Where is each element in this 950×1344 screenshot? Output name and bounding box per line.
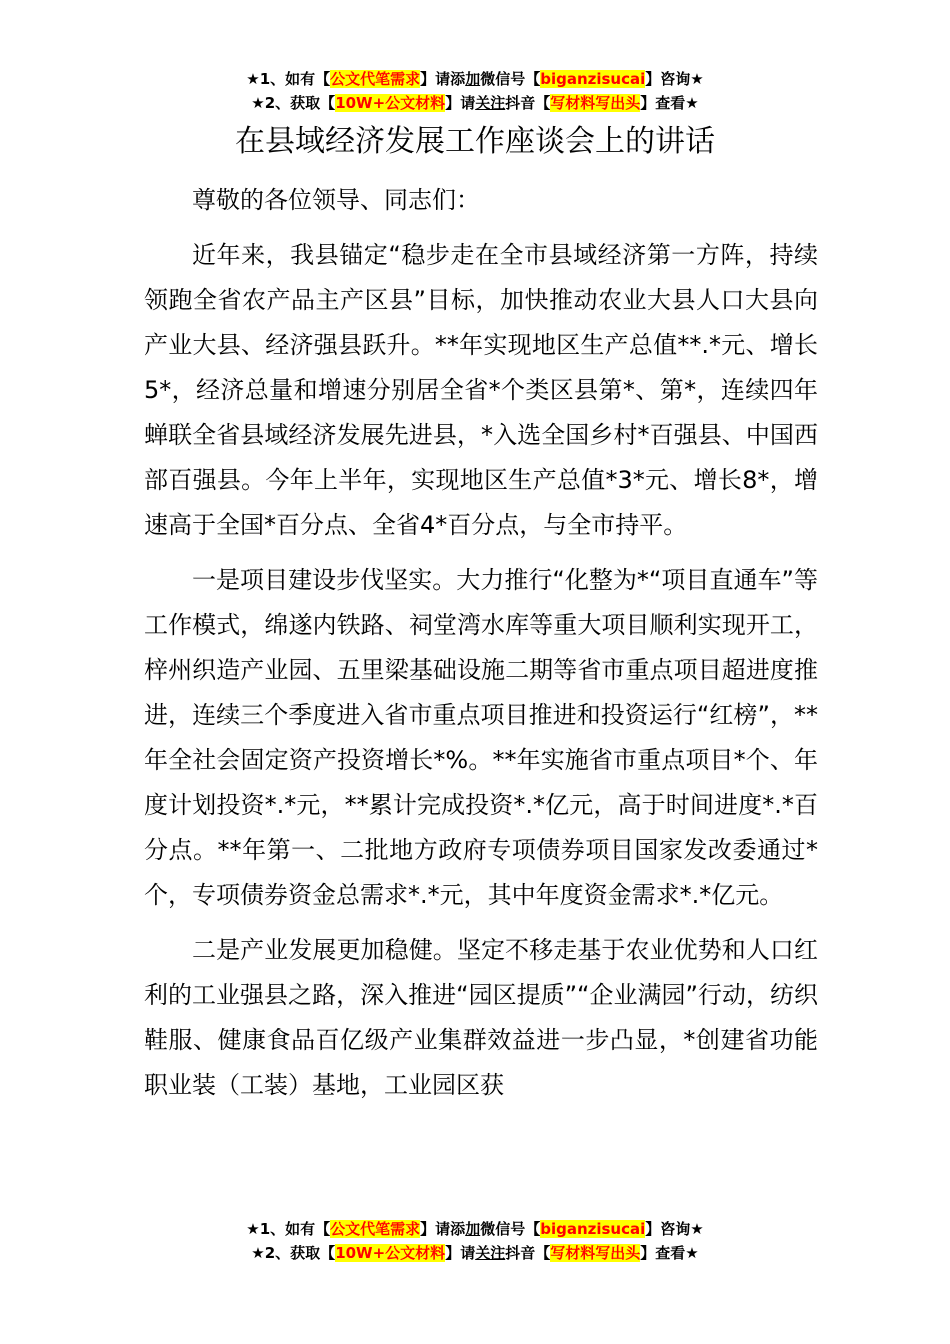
banner-text: ★2、获取【 (251, 1244, 336, 1262)
banner-highlight: biganzisucai (540, 70, 646, 88)
banner-highlight: 10W+公文材料 (335, 94, 446, 112)
document-body (144, 178, 818, 1118)
bottom-banner (0, 1217, 950, 1265)
banner-text: 】咨询★ (645, 1220, 704, 1238)
banner-text: 】请添 (420, 1220, 466, 1238)
banner-underlined-text: 关注 (475, 94, 506, 112)
paragraph-projects: 一是项目建设步伐坚实。大力推行“化整为*“项目直通车”等工作模式，绵遂内铁路、祠堂湾水库等重大项目顺利实现开工，梓州织造产业园、五里梁基础设施二期等省市重点项目超进度推进，连续三个季度进入省市重点项目推进和投资运行“红榜”，**年全社会固定资产投资增长*%。**年实施省市重点项目*个、年度计划投资*.*元，**累计完成投资*.*亿元，高于时间进度*.*百分点。**年第一、二批地方政府专项债券项目国家发改委通过*个，专项债券资金总需求*.*元，其中年度资金需求*.*亿元。 (144, 566, 818, 909)
banner-line-1 (0, 67, 950, 91)
banner-text: 】查看★ (640, 1244, 699, 1262)
banner-text: ★2、获取【 (251, 94, 336, 112)
paragraph-intro: 近年来，我县锚定“稳步走在全市县域经济第一方阵，持续领跑全省农产品主产区县”目标，加快推动农业大县人口大县向产业大县、经济强县跃升。**年实现地区生产总值**.*元、增长5*，经济总量和增速分别居全省*个类区县第*、第*，连续四年蝉联全省县域经济发展先进县，*入选全国乡村*百强县、中国西部百强县。今年上半年，实现地区生产总值*3*元、增长8*，增速高于全国*百分点、全省4*百分点，与全市持平。 (144, 241, 818, 539)
banner-line-2 (0, 1241, 950, 1265)
banner-highlight: 10W+公文材料 (335, 1244, 446, 1262)
salutation: 尊敬的各位领导、同志们： (192, 186, 480, 214)
banner-text: 抖音【 (505, 94, 551, 112)
banner-text: 微信号【 (480, 1220, 541, 1238)
banner-text: 】查看★ (640, 94, 699, 112)
document-title: 在县域经济发展工作座谈会上的讲话 (235, 124, 715, 159)
banner-underlined-text: 关注 (475, 1244, 506, 1262)
banner-highlight: biganzisucai (540, 1220, 646, 1238)
banner-line-2 (0, 91, 950, 115)
banner-text: ★1、如有【 (246, 70, 331, 88)
top-banner (0, 67, 950, 115)
banner-text: 】请添 (420, 70, 466, 88)
banner-text: 微信号【 (480, 70, 541, 88)
banner-text: ★1、如有【 (246, 1220, 331, 1238)
banner-text: 】咨询★ (645, 70, 704, 88)
banner-text: 抖音【 (505, 1244, 551, 1262)
banner-highlight: 写材料写出头 (550, 94, 641, 112)
banner-underlined-text: 加 (465, 1220, 481, 1238)
banner-underlined-text: 加 (465, 70, 481, 88)
paragraph-industry: 二是产业发展更加稳健。坚定不移走基于农业优势和人口红利的工业强县之路，深入推进“园区提质”“企业满园”行动，纺织鞋服、健康食品百亿级产业集群效益进一步凸显，*创建省功能职业装（工装）基地，工业园区获 (144, 936, 818, 1099)
banner-line-1 (0, 1217, 950, 1241)
banner-highlight: 公文代笔需求 (330, 70, 421, 88)
banner-text: 】请 (445, 94, 476, 112)
banner-highlight: 公文代笔需求 (330, 1220, 421, 1238)
banner-text: 】请 (445, 1244, 476, 1262)
banner-highlight: 写材料写出头 (550, 1244, 641, 1262)
